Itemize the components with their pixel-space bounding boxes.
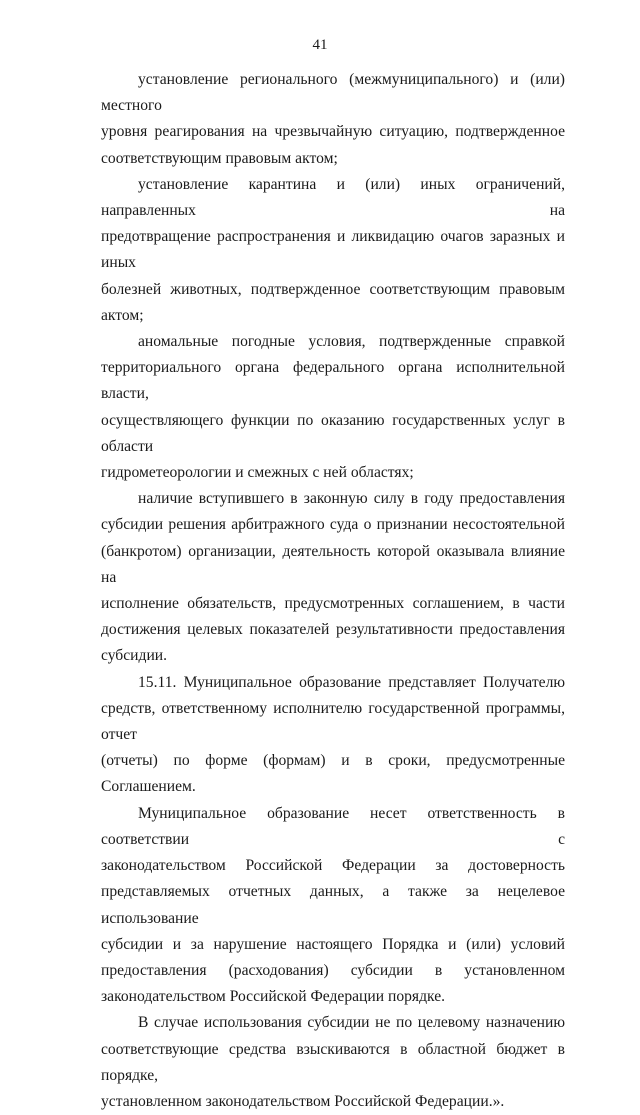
text-line: установленном законодательством Российской Федерации.».	[101, 1092, 505, 1110]
text-line: гидрометеорологии и смежных с ней областях;	[101, 464, 414, 482]
paragraph-regional-emergency	[101, 67, 565, 172]
text-line: Муниципальное образование несет ответственность в соответствии с	[101, 804, 565, 848]
text-line: (отчеты) по форме (формам) и в сроки, предусмотренные Соглашением.	[101, 752, 565, 796]
text-line: предоставления (расходования) субсидии в установленном	[101, 961, 565, 979]
paragraph-weather-conditions	[101, 329, 565, 486]
text-line: предотвращение распространения и ликвидацию очагов заразных и иных	[101, 228, 565, 272]
text-line: осуществляющего функции по оказанию государственных услуг в области	[101, 411, 565, 455]
text-line: соответствующие средства взыскиваются в областной бюджет в порядке,	[101, 1040, 565, 1084]
text-line: законодательством Российской Федерации за достоверность	[101, 857, 565, 875]
text-line: аномальные погодные условия, подтвержденные справкой	[138, 333, 565, 351]
text-line: В случае использования субсидии не по целевому назначению	[138, 1014, 565, 1032]
text-line: установление регионального (межмуниципального) и (или) местного	[101, 71, 565, 115]
paragraph-misuse-recovery	[101, 1010, 565, 1115]
text-line: 15.11. Муниципальное образование представляет Получателю	[138, 673, 565, 691]
text-line: болезней животных, подтвержденное соответствующим правовым актом;	[101, 280, 565, 324]
text-line: установление карантина и (или) иных ограничений, направленных на	[101, 175, 565, 220]
text-line: достижения целевых показателей результативности предоставления	[101, 621, 565, 639]
text-line: территориального органа федерального органа исполнительной власти,	[101, 359, 565, 403]
text-line: субсидии.	[101, 647, 168, 665]
text-line: соответствующим правовым актом;	[101, 149, 338, 167]
text-line: исполнение обязательств, предусмотренных соглашением, в части	[101, 595, 565, 613]
text-line: субсидии и за нарушение настоящего Порядка и (или) условий	[101, 935, 565, 953]
paragraph-responsibility	[101, 801, 565, 1011]
page-number: 41	[312, 37, 328, 53]
text-line: представляемых отчетных данных, а также за нецелевое использование	[101, 883, 565, 927]
text-line: уровня реагирования на чрезвычайную ситуацию, подтвержденное	[101, 123, 565, 141]
paragraph-arbitration-court	[101, 486, 565, 669]
paragraph-15-11-reporting	[101, 670, 565, 801]
document-body	[101, 67, 565, 1115]
paragraph-quarantine	[101, 172, 565, 329]
text-line: (банкротом) организации, деятельность которой оказывала влияние на	[101, 542, 565, 586]
text-line: наличие вступившего в законную силу в году предоставления	[138, 490, 565, 508]
text-line: законодательством Российской Федерации порядке.	[101, 988, 446, 1006]
text-line: субсидии решения арбитражного суда о признании несостоятельной	[101, 516, 565, 534]
text-line: средств, ответственному исполнителю государственной программы, отчет	[101, 699, 565, 744]
